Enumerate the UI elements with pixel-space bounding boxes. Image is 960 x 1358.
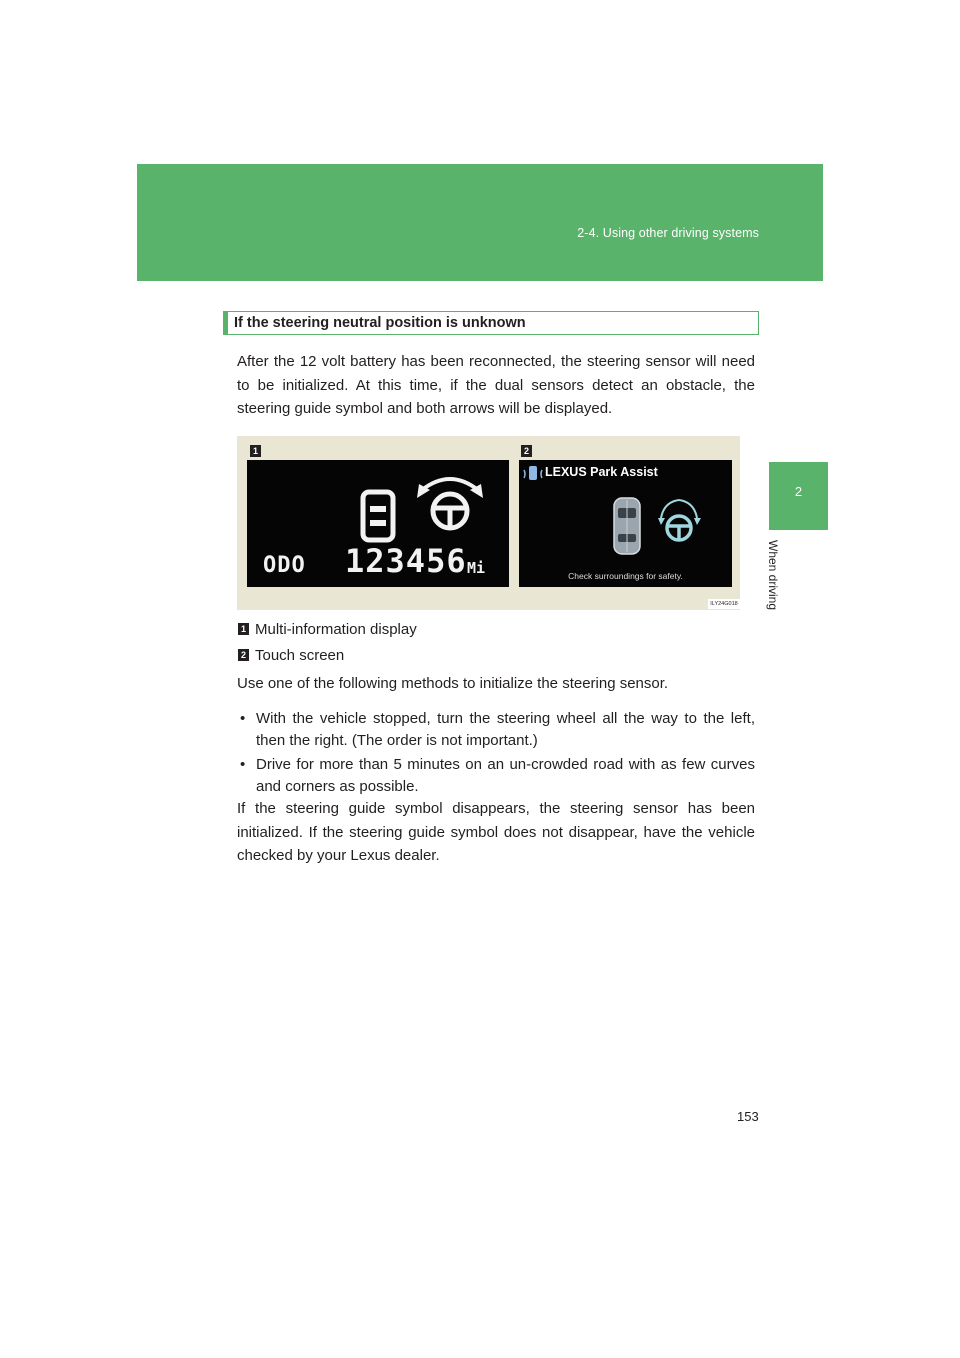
- multi-information-display: [247, 460, 509, 587]
- steering-arrows-icon: [658, 500, 701, 525]
- touch-screen-display: [519, 460, 732, 587]
- page-number: 153: [737, 1109, 759, 1124]
- car-top-icon: [363, 492, 393, 540]
- instructions-lead: Use one of the following methods to initialize the steering sensor.: [237, 675, 669, 692]
- figure-id: ILY24G018: [708, 599, 740, 609]
- chapter-label: When driving: [766, 540, 780, 611]
- chapter-tab: [769, 462, 828, 530]
- legend-badge-1: 1: [238, 623, 249, 635]
- header-band: [137, 164, 823, 281]
- steering-wheel-icon: [433, 494, 467, 528]
- chapter-number: 2: [794, 484, 803, 499]
- figure-badge-1: 1: [250, 445, 261, 457]
- section-heading: If the steering neutral position is unknown: [234, 315, 526, 331]
- closing-paragraph: If the steering guide symbol disappears, the steering sensor has been initialized. If the steering guide symbol does not disappear, have the vehicle checked by your Lexus dealer.: [237, 800, 755, 864]
- section-heading-box: [223, 311, 759, 335]
- method-item: • With the vehicle stopped, turn the steering wheel all the way to the left, then the right. (The order is not important.): [237, 708, 755, 752]
- figure-badge-2: 2: [521, 445, 532, 457]
- display-figure: [237, 436, 740, 610]
- method-item: • Drive for more than 5 minutes on an un-crowded road with as few curves and corners as possible.: [237, 754, 755, 798]
- odometer-value: 123456: [345, 542, 467, 580]
- intro-paragraph: After the 12 volt battery has been reconnected, the steering sensor will need to be initialized. At this time, if the dual sensors detect an obstacle, the steering guide symbol and both arrows will be displayed.: [237, 353, 755, 417]
- park-assist-graphic: [519, 460, 732, 587]
- vehicle-icon: [614, 498, 640, 554]
- heading-accent-bar: [223, 311, 228, 335]
- odo-label: ODO: [263, 553, 306, 578]
- safety-message: Check surroundings for safety.: [568, 571, 683, 581]
- steering-wheel-icon: [667, 516, 691, 540]
- legend-label-2: Touch screen: [255, 647, 345, 664]
- legend-item-2: [238, 647, 344, 669]
- park-assist-title: LEXUS Park Assist: [545, 465, 658, 479]
- section-title: 2-4. Using other driving systems: [577, 226, 759, 240]
- method-list: [237, 708, 755, 800]
- chapter-label-wrap: [766, 540, 794, 640]
- legend-label-1: Multi-information display: [255, 621, 417, 638]
- odometer-unit: Mi: [467, 559, 486, 577]
- legend-badge-2: 2: [238, 649, 249, 661]
- legend-item-1: [238, 621, 417, 643]
